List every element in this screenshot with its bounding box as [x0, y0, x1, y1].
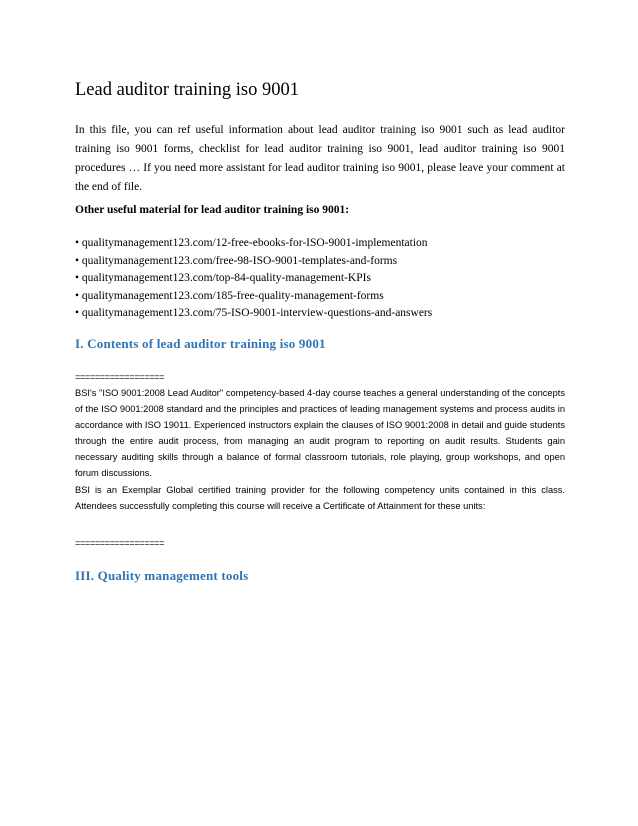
list-item — [75, 288, 565, 306]
useful-material-heading: Other useful material for lead auditor training iso 9001: — [75, 204, 350, 216]
link-kpis[interactable]: • qualitymanagement123.com/top-84-quality-management-KPIs — [75, 272, 371, 285]
divider-top: ================== — [75, 372, 165, 382]
list-item — [75, 235, 565, 253]
certification-paragraph: BSI is an Exemplar Global certified training provider for the following competency units contained in this class. Attendees successfully completing this course will receive a Certificate of Attainment for these units: — [75, 485, 565, 511]
divider-bottom: ================== — [75, 538, 165, 548]
intro-paragraph: In this file, you can ref useful information about lead auditor training iso 9001 such as lead auditor training iso 9001 forms, checklist for lead auditor training iso 9001, lead auditor training iso 9001 procedures … If you need more assistant for lead auditor training iso 9001, please leave your comment at the end of file. — [75, 124, 565, 193]
useful-links-list — [75, 235, 565, 323]
list-item — [75, 253, 565, 271]
course-description-paragraph: BSI's "ISO 9001:2008 Lead Auditor" competency-based 4-day course teaches a general understanding of the concepts of the ISO 9001:2008 standard and the principles and practices of leading management systems and process audits in accordance with ISO 19011. Experienced instructors explain the clauses of ISO 9001:2008 in detail and guide students through the entire audit process, from managing an audit program to reporting on audit results. Students gain necessary auditing skills through a balance of formal classroom tutorials, role playing, group workshops, and open forum discussions. — [75, 388, 565, 478]
list-item — [75, 305, 565, 323]
list-item — [75, 270, 565, 288]
link-interview[interactable]: • qualitymanagement123.com/75-ISO-9001-interview-questions-and-answers — [75, 307, 433, 320]
section-heading-contents: I. Contents of lead auditor training iso 9001 — [75, 336, 326, 351]
document-title: Lead auditor training iso 9001 — [75, 80, 300, 100]
section-heading-quality-tools: III. Quality management tools — [75, 568, 249, 583]
link-ebooks[interactable]: • qualitymanagement123.com/12-free-ebooks-for-ISO-9001-implementation — [75, 237, 428, 249]
link-templates[interactable]: • qualitymanagement123.com/free-98-ISO-9001-templates-and-forms — [75, 254, 398, 267]
link-forms[interactable]: • qualitymanagement123.com/185-free-quality-management-forms — [75, 289, 384, 302]
